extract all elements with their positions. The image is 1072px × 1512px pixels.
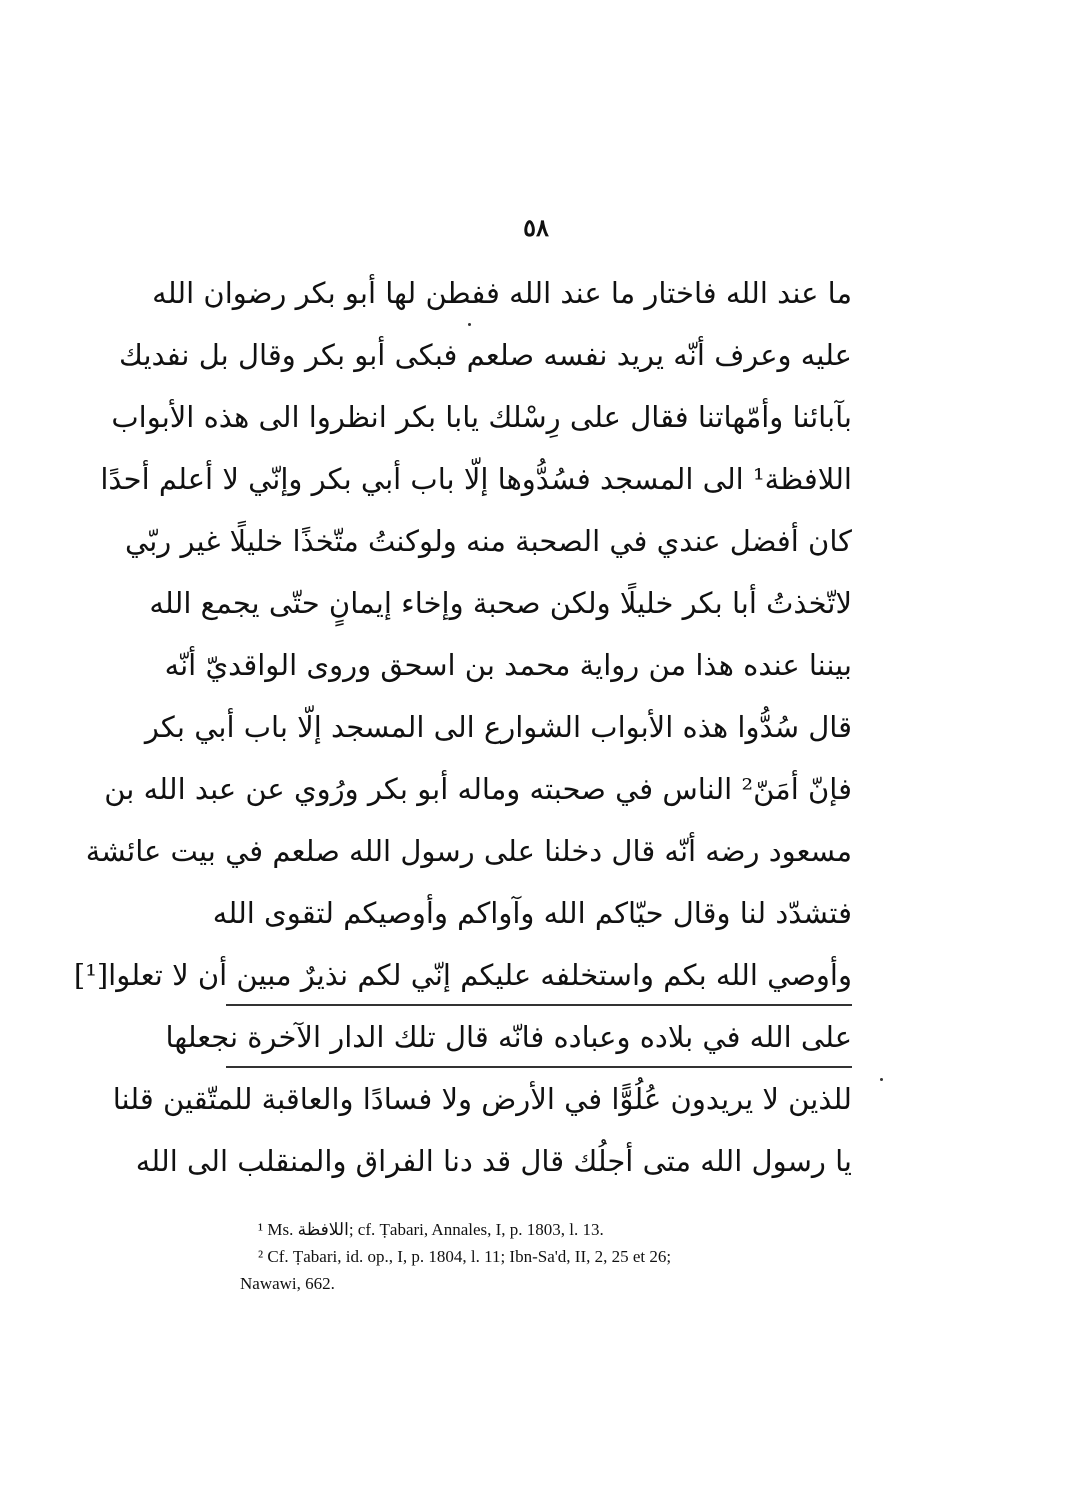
text-line-8: قال سُدُّوا هذه الأبواب الشوارع الى المسجد إلّا باب أبي بكر xyxy=(144,710,852,744)
text-line-14: للذين لا يريدون عُلُوًّا في الأرض ولا فسادًا والعاقبة للمتّقين قلنا xyxy=(112,1082,852,1116)
print-speck xyxy=(468,323,471,326)
arabic-body-text xyxy=(73,262,852,1192)
text-line-2: عليه وعرف أنّه يريد نفسه صلعم فبكى أبو بكر وقال بل نفديك xyxy=(119,338,852,372)
text-line-10: مسعود رضه أنّه قال دخلنا على رسول الله صلعم في بيت عائشة xyxy=(85,834,852,868)
footnote-2 xyxy=(240,1243,840,1297)
footnote-text: Cf. Ṭabari, id. op., I, p. 1804, l. 11; Ibn-Sa'd, II, 2, 25 et 26; xyxy=(267,1247,672,1266)
text-line-1: ما عند الله فاختار ما عند الله ففطن لها أبو بكر رضوان الله xyxy=(152,276,852,310)
print-speck xyxy=(880,1078,883,1081)
text-line-6: لاتّخذتُ أبا بكر خليلًا ولكن صحبة وإخاء إيمانٍ حتّى يجمع الله xyxy=(149,586,852,620)
text-line-12: وأوصي الله بكم واستخلفه عليكم إنّي لكم نذيرٌ مبين أن لا تعلوا[¹] xyxy=(226,944,852,1006)
page-number: ٥٨ xyxy=(523,213,549,242)
text-line-13: على الله في بلاده وعباده فانّه قال تلك الدار الآخرة نجعلها xyxy=(226,1006,852,1068)
footnote-marker: ² xyxy=(258,1247,264,1266)
text-line-4: اللافظة¹ الى المسجد فسُدُّوها إلّا باب أبي بكر وإنّي لا أعلم أحدًا xyxy=(100,462,852,496)
text-line-5: كان أفضل عندي في الصحبة منه ولوكنتُ متّخذًا خليلًا غير ربّي xyxy=(125,524,852,558)
text-line-7: بيننا عنده هذا من رواية محمد بن اسحق وروى الواقديّ أنّه xyxy=(164,648,852,682)
footnote-1 xyxy=(240,1216,840,1243)
footnotes xyxy=(240,1216,840,1297)
text-line-15: يا رسول الله متى أجلُك قال قد دنا الفراق والمنقلب الى الله xyxy=(135,1144,852,1178)
footnote-continuation: Nawawi, 662. xyxy=(240,1274,335,1293)
text-line-3: بآبائنا وأمّهاتنا فقال على رِسْلك يابا بكر انظروا الى هذه الأبواب xyxy=(111,400,852,434)
text-line-11: فتشدّد لنا وقال حيّاكم الله وآواكم وأوصيكم لتقوى الله xyxy=(212,896,852,930)
footnote-marker: ¹ xyxy=(258,1220,264,1239)
text-line-9: فإنّ أمَنّ² الناس في صحبته وماله أبو بكر ورُوي عن عبد الله بن xyxy=(104,772,852,806)
footnote-text: Ms. اللافظة; cf. Ṭabari, Annales, I, p. 1803, l. 13. xyxy=(267,1220,604,1239)
